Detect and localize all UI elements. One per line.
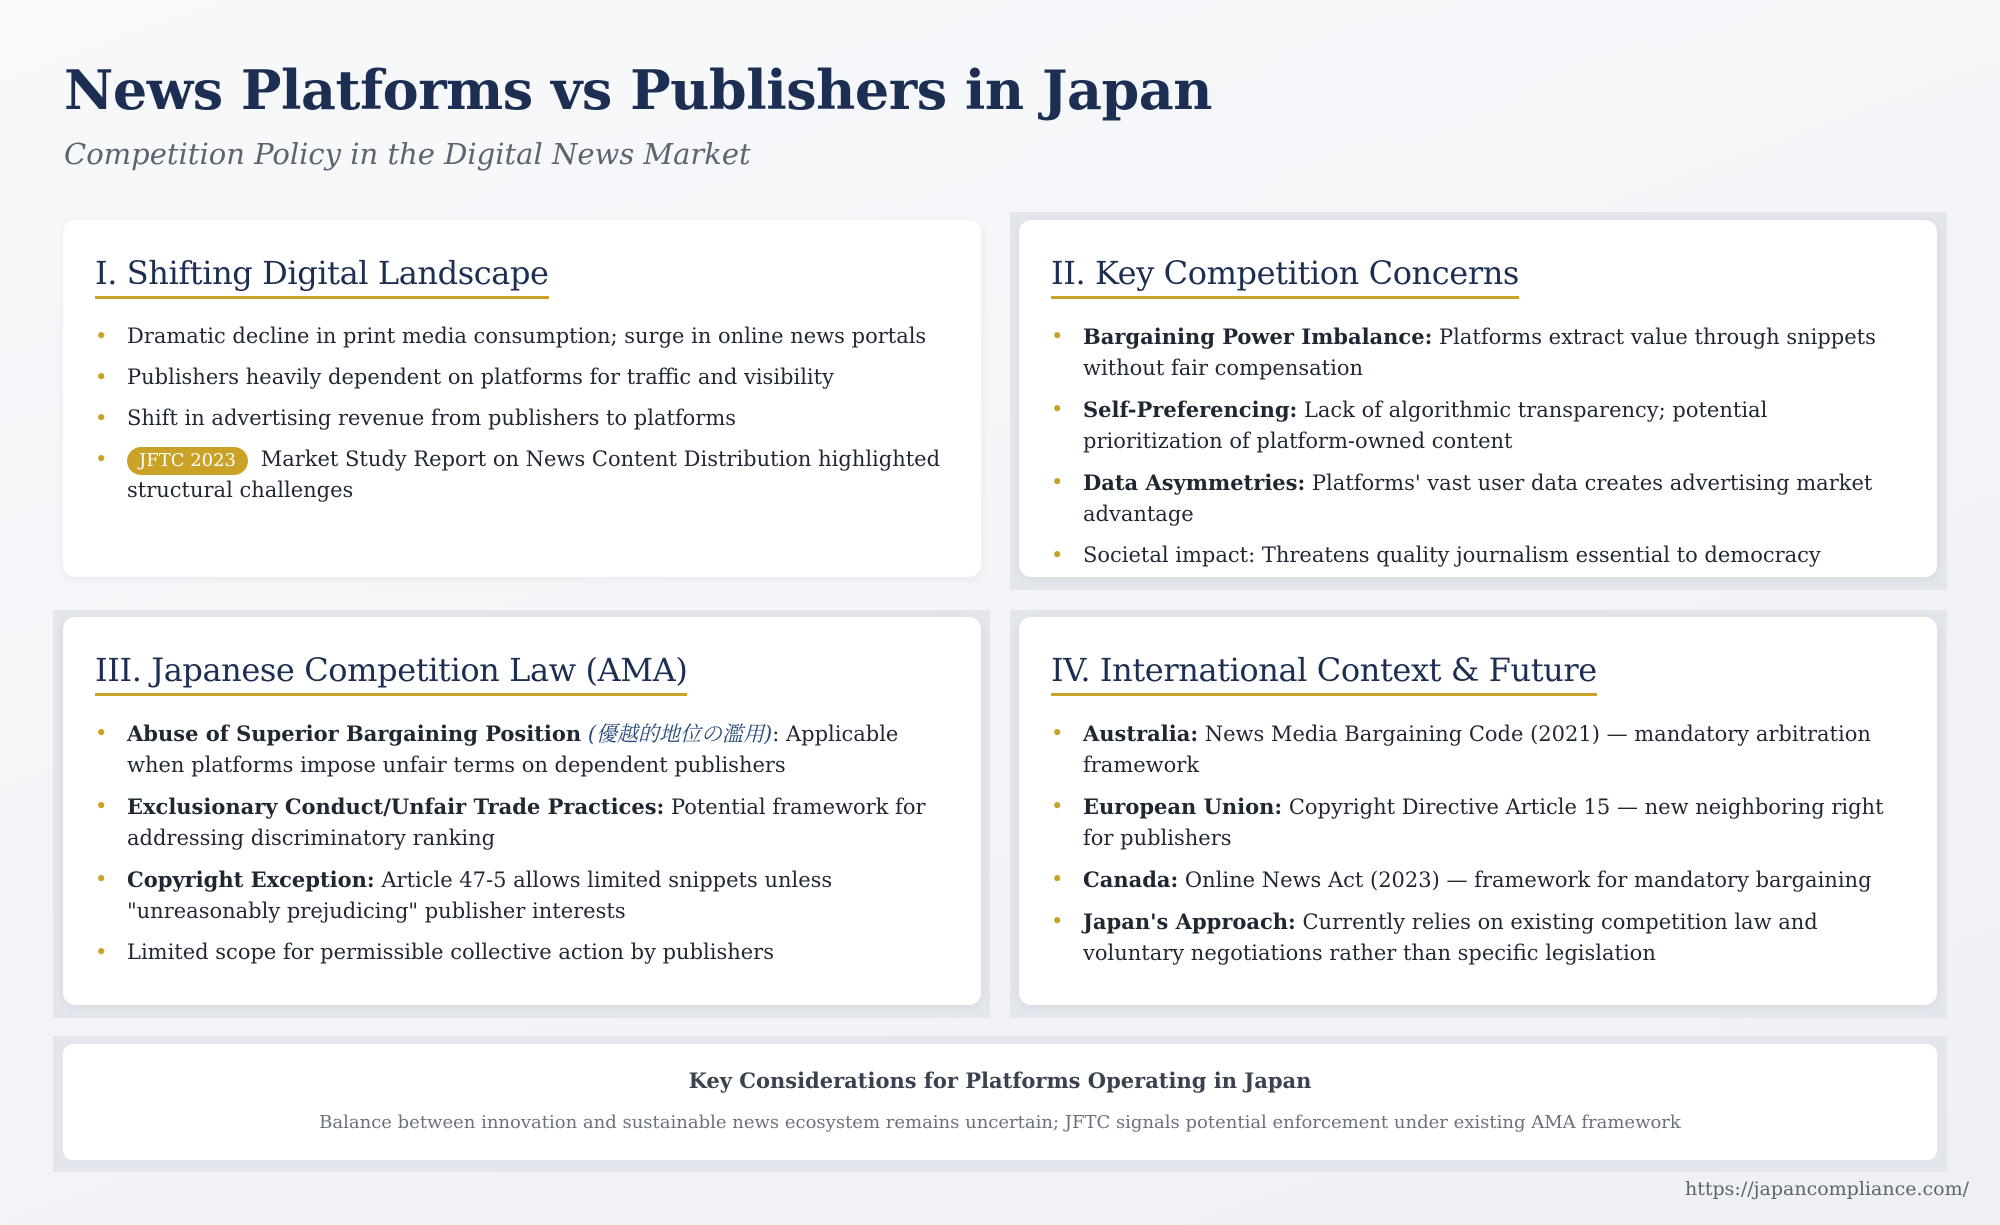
footer-title: Key Considerations for Platforms Operating in Japan: [688, 1068, 1312, 1093]
bullet-icon: •: [95, 406, 108, 430]
page-subtitle: Competition Policy in the Digital News Market: [64, 137, 751, 171]
bullet-icon: •: [1051, 470, 1064, 494]
bullet-icon: •: [95, 794, 108, 818]
list-item: • Dramatic decline in print media consumption; surge in online news portals: [95, 321, 949, 352]
section-heading: IV. International Context & Future: [1051, 651, 1597, 696]
list-item: • Exclusionary Conduct/Unfair Trade Practices: Potential framework for addressing discriminatory ranking: [95, 791, 949, 854]
bullet-icon: •: [1051, 721, 1064, 745]
list-item: • Japan's Approach: Currently relies on existing competition law and voluntary negotiations rather than specific legislation: [1051, 906, 1905, 969]
list-item: • Limited scope for permissible collective action by publishers: [95, 937, 949, 968]
list-item: • Shift in advertising revenue from publishers to platforms: [95, 403, 949, 434]
bullet-icon: •: [95, 447, 108, 471]
bullet-icon: •: [95, 867, 108, 891]
list-item: • Australia: News Media Bargaining Code (2021) — mandatory arbitration framework: [1051, 718, 1905, 781]
bullet-icon: •: [1051, 324, 1064, 348]
list-item: • Abuse of Superior Bargaining Position (優越的地位の濫用): Applicable when platforms impose unfair terms on dependent publishers: [95, 718, 949, 781]
bullet-icon: •: [1051, 397, 1064, 421]
bullet-icon: •: [95, 365, 108, 389]
year-badge: JFTC 2023: [127, 447, 248, 475]
key-considerations-card: [63, 1044, 1937, 1160]
section-card-shifting-landscape: [63, 220, 981, 577]
list-item: • Publishers heavily dependent on platforms for traffic and visibility: [95, 362, 949, 393]
section-heading: III. Japanese Competition Law (AMA): [95, 651, 687, 696]
source-url[interactable]: https://japancompliance.com/: [1685, 1178, 1969, 1200]
list-item: • Copyright Exception: Article 47-5 allows limited snippets unless "unreasonably prejudicing" publisher interests: [95, 864, 949, 927]
bullet-icon: •: [1051, 909, 1064, 933]
bullet-icon: •: [95, 721, 108, 745]
section-card-international-context: [1019, 617, 1937, 1005]
section-card-competition-concerns: [1019, 220, 1937, 577]
page-title: News Platforms vs Publishers in Japan: [64, 58, 1213, 122]
section-heading: I. Shifting Digital Landscape: [95, 254, 549, 299]
footer-text: Balance between innovation and sustainable news ecosystem remains uncertain; JFTC signals potential enforcement under existing AMA framework: [319, 1112, 1681, 1133]
bullet-icon: •: [1051, 543, 1064, 567]
list-item: • Canada: Online News Act (2023) — framework for mandatory bargaining: [1051, 864, 1905, 896]
list-item: • European Union: Copyright Directive Article 15 — new neighboring right for publishers: [1051, 791, 1905, 854]
list-item: • Bargaining Power Imbalance: Platforms extract value through snippets without fair compensation: [1051, 321, 1905, 384]
bullet-icon: •: [95, 940, 108, 964]
bullet-icon: •: [1051, 794, 1064, 818]
section-card-competition-law: [63, 617, 981, 1005]
list-item: • Self-Preferencing: Lack of algorithmic transparency; potential prioritization of platform-owned content: [1051, 394, 1905, 457]
list-item: • JFTC 2023 Market Study Report on News Content Distribution highlighted structural challenges: [95, 444, 949, 506]
bullet-icon: •: [1051, 867, 1064, 891]
list-item: • Data Asymmetries: Platforms' vast user data creates advertising market advantage: [1051, 467, 1905, 530]
section-heading: II. Key Competition Concerns: [1051, 254, 1519, 299]
bullet-icon: •: [95, 324, 108, 348]
list-item: • Societal impact: Threatens quality journalism essential to democracy: [1051, 540, 1905, 571]
